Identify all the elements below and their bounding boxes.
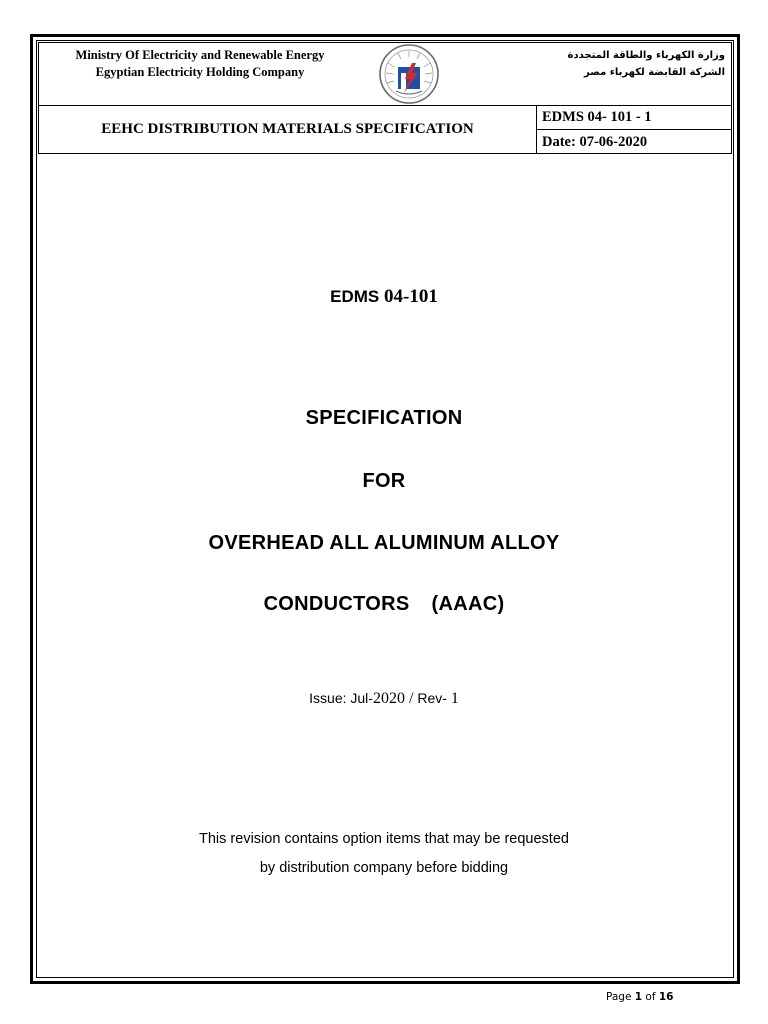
page-of: of	[642, 991, 659, 1003]
cover-title-line-2: FOR	[362, 470, 406, 492]
eehc-logo-icon	[374, 43, 444, 105]
company-name-arabic: الشركة القابضة لكهرباء مصر	[584, 67, 725, 78]
revision-note-line-1: This revision contains option items that may be requested	[199, 831, 569, 847]
issue-info	[0, 690, 768, 708]
ministry-name: Ministry Of Electricity and Renewable Energy	[75, 48, 325, 62]
revision-number: 1	[450, 690, 459, 707]
organization-name-arabic	[485, 47, 725, 81]
issue-year: 2020	[372, 690, 405, 707]
document-code-prefix: EDMS	[330, 287, 384, 306]
issue-label: Issue: Jul-	[309, 690, 373, 706]
document-code	[0, 286, 768, 308]
ministry-name-arabic: وزارة الكهرباء والطاقة المتجددة	[567, 50, 725, 61]
company-name: Egyptian Electricity Holding Company	[95, 65, 305, 79]
page-total: 16	[658, 991, 674, 1003]
issue-separator: /	[404, 690, 418, 707]
document-code-number: 04-101	[384, 286, 438, 307]
document-header	[38, 42, 732, 154]
document-reference-number: EDMS 04- 101 - 1	[537, 105, 731, 130]
cover-title-abbreviation: (AAAC)	[431, 593, 505, 615]
cover-title-line-4	[0, 593, 768, 616]
document-reference-box	[536, 105, 731, 154]
page-current: 1	[634, 991, 643, 1003]
page-label: Page	[606, 991, 635, 1003]
page-number	[606, 991, 674, 1003]
document-date: Date: 07-06-2020	[542, 134, 648, 150]
cover-title-line-1: SPECIFICATION	[305, 407, 463, 429]
specification-title: EEHC DISTRIBUTION MATERIALS SPECIFICATION	[101, 121, 474, 137]
cover-title-conductors: CONDUCTORS	[263, 593, 410, 615]
organization-name-english	[45, 47, 355, 81]
revision-note-line-2: by distribution company before bidding	[259, 860, 509, 876]
revision-label: Rev-	[417, 690, 451, 706]
cover-title-line-3: OVERHEAD ALL ALUMINUM ALLOY	[208, 532, 560, 554]
